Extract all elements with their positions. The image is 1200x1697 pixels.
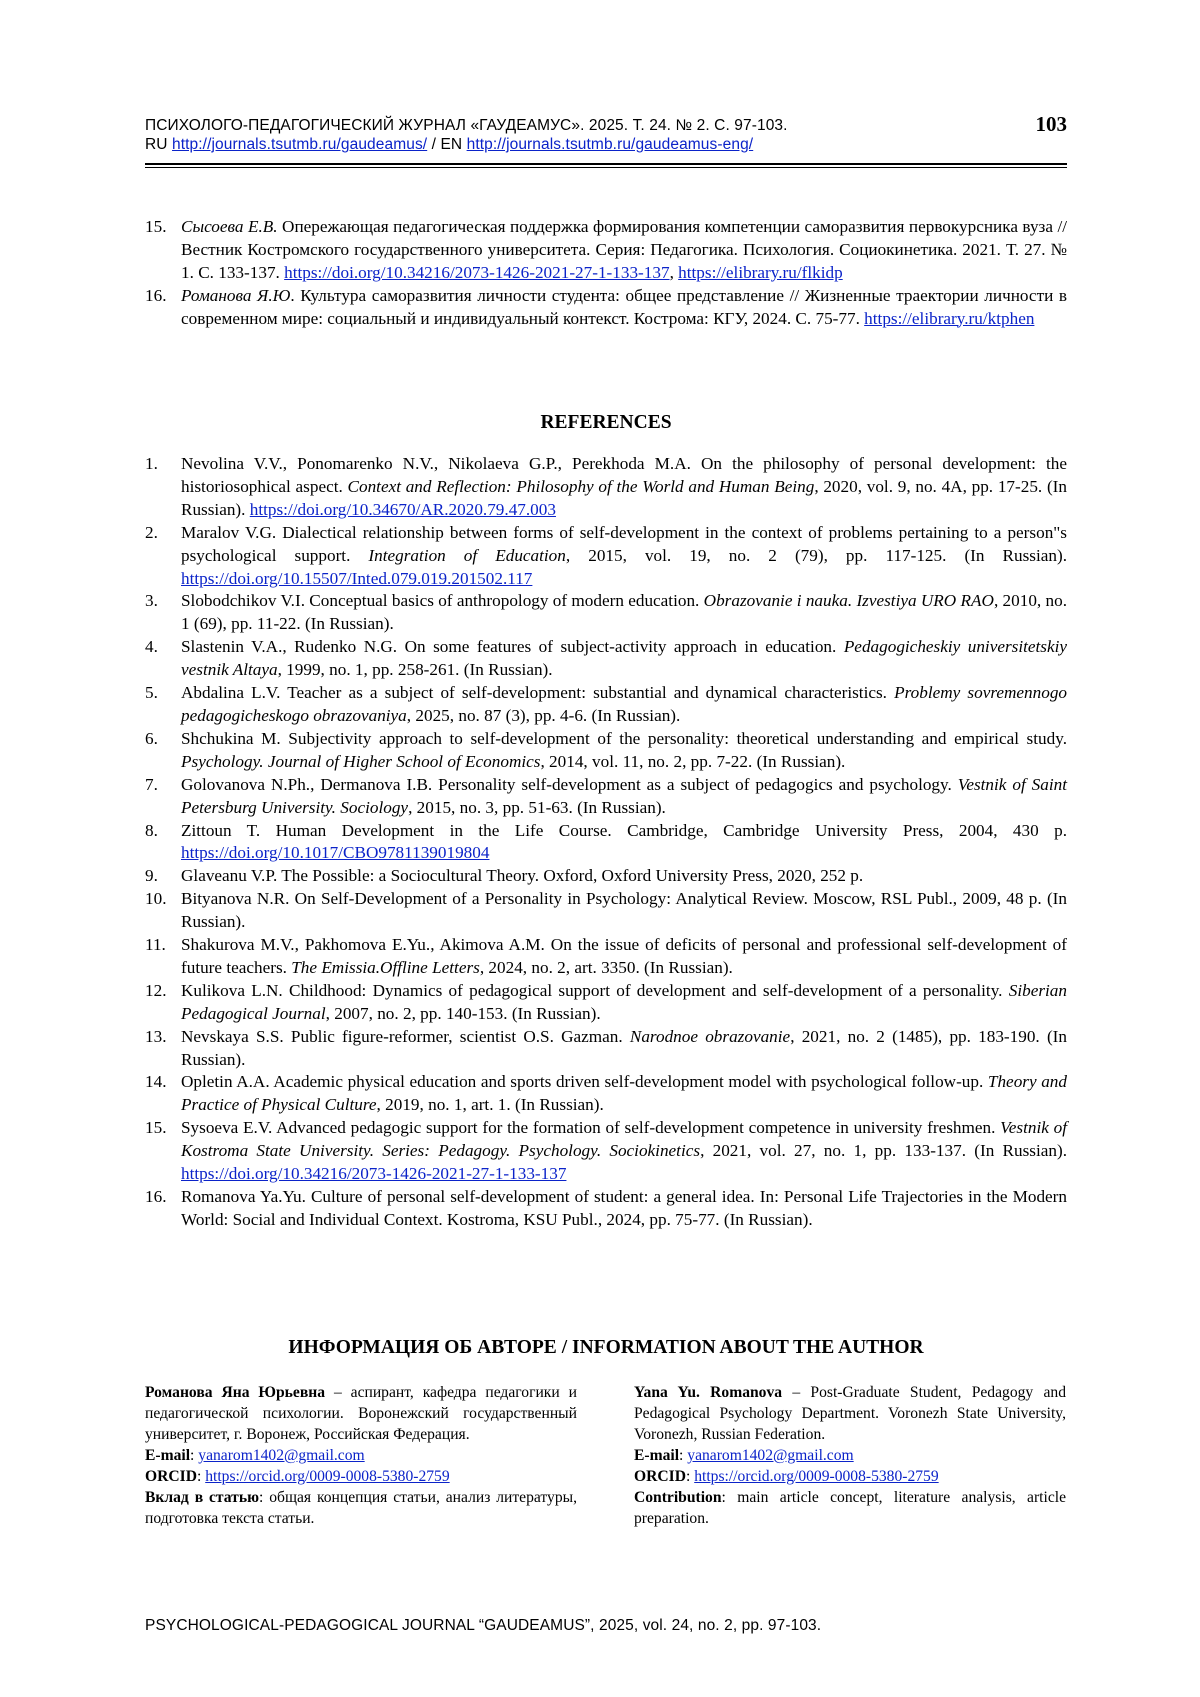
- reference-number: 9.: [145, 866, 158, 886]
- reference-text: Glaveanu V.P. The Possible: a Sociocultural Theory. Oxford, Oxford University Press, 2020, 252 p.: [181, 866, 864, 886]
- reference-text: Nevolina V.V., Ponomarenko N.V., Nikolaeva G.P., Perekhoda M.A. On the philosophy of personal development: the historiosophical aspect.: [181, 454, 1067, 496]
- reference-author: Сысоева Е.В.: [181, 217, 278, 236]
- header-rule: [145, 163, 1067, 165]
- reference-text: Abdalina L.V. Teacher as a subject of self-development: substantial and dynamical characteristics.: [181, 683, 887, 703]
- reference-number: 2.: [145, 522, 158, 542]
- reference-text: Kulikova L.N. Childhood: Dynamics of pedagogical support of development and self-development of a personality.: [181, 980, 1003, 1000]
- reference-source: Integration of Education: [368, 545, 566, 565]
- reference-number: 12.: [145, 980, 167, 1000]
- list-item: [145, 728, 1067, 774]
- reference-details: , 2014, vol. 11, no. 2, pp. 7-22. (In Russian).: [540, 751, 846, 771]
- reference-details: , 2007, no. 2, pp. 140-153. (In Russian).: [325, 1003, 601, 1023]
- email-label: E-mail: [145, 1447, 191, 1464]
- reference-text: Zittoun T. Human Development in the Life Course. Cambridge, Cambridge University Press, 2004, 430 p.: [181, 820, 1067, 840]
- list-item: [145, 1117, 1067, 1186]
- reference-source: Siberian Pedagogical Journal: [181, 980, 1067, 1023]
- russian-reference-list: [145, 216, 1067, 331]
- doi-link[interactable]: https://doi.org/10.34670/AR.2020.79.47.003: [249, 499, 556, 519]
- author-description: [145, 1382, 577, 1445]
- orcid-link[interactable]: https://orcid.org/0009-0008-5380-2759: [694, 1468, 939, 1485]
- reference-number: 13.: [145, 1026, 167, 1046]
- reference-text: . Культура саморазвития личности студента: общее представление // Жизненные траектории личности в современном мире: социальный и индивидуальный контекст. Кострома: КГУ, 2024. С. 75-77.: [181, 285, 1067, 328]
- reference-text: Slastenin V.A., Rudenko N.G. On some features of subject-activity approach in education.: [181, 637, 837, 657]
- reference-details: , 2025, no. 87 (3), pp. 4-6. (In Russian).: [406, 705, 681, 725]
- author-description: [634, 1382, 1066, 1445]
- doi-link[interactable]: https://doi.org/10.34216/2073-1426-2021-27-1-133-137: [181, 1164, 567, 1184]
- reference-source: Theory and Practice of Physical Culture: [181, 1072, 1067, 1115]
- journal-title-line: ПСИХОЛОГО-ПЕДАГОГИЧЕСКИЙ ЖУРНАЛ «ГАУДЕАМУС». 2025. Т. 24. № 2. С. 97-103.: [145, 117, 788, 134]
- contribution-text: : main article concept, literature analysis, article preparation.: [634, 1489, 1066, 1527]
- list-item: [145, 888, 1067, 934]
- reference-source: Problemy sovremennogo pedagogicheskogo obrazovaniya: [181, 683, 1068, 725]
- list-item: [145, 820, 1067, 866]
- contribution-text: : общая концепция статьи, анализ литературы, подготовка текста статьи.: [145, 1489, 577, 1527]
- reference-number: 16.: [145, 285, 167, 305]
- list-item: [145, 636, 1067, 682]
- author-info-russian: [145, 1382, 577, 1529]
- elibrary-link[interactable]: https://elibrary.ru/flkidp: [678, 262, 843, 282]
- author-orcid-line: ORCID: https://orcid.org/0009-0008-5380-2759: [634, 1468, 939, 1485]
- author-name: Yana Yu. Romanova: [634, 1384, 783, 1401]
- reference-details: , 2015, vol. 19, no. 2 (79), pp. 117-125. (In Russian).: [565, 545, 1067, 565]
- author-email-line: E-mail: yanarom1402@gmail.com: [145, 1447, 365, 1464]
- author-affiliation: – аспирант, кафедра педагогики и педагогической психологии. Воронежский государственный университет, г. Воронеж, Российская Федерация.: [145, 1384, 577, 1443]
- author-orcid-line: ORCID: https://orcid.org/0009-0008-5380-2759: [145, 1468, 450, 1485]
- doi-link[interactable]: https://doi.org/10.1017/CBO9781139019804: [181, 843, 490, 863]
- reference-number: 7.: [145, 774, 158, 794]
- reference-source: The Emissia.Offline Letters: [291, 957, 480, 977]
- header-rule-thin: [145, 167, 1067, 168]
- email-link[interactable]: yanarom1402@gmail.com: [198, 1447, 365, 1464]
- reference-source: Obrazovanie i nauka. Izvestiya URO RAO: [703, 591, 994, 611]
- list-item: [145, 865, 1067, 888]
- reference-number: 15.: [145, 1118, 167, 1138]
- list-item: [145, 1071, 1067, 1117]
- reference-text: Slobodchikov V.I. Conceptual basics of anthropology of modern education.: [181, 591, 700, 611]
- reference-details: , 2010, no. 1 (69), pp. 11-22. (In Russian).: [181, 591, 1068, 634]
- reference-number: 11.: [145, 935, 166, 955]
- orcid-label: ORCID: [634, 1468, 686, 1485]
- reference-text: Опережающая педагогическая поддержка формирования компетенции саморазвития первокурсника вуза // Вестник Костромского государственного университета. Серия: Педагогика. Психология. Социокинетика. 2021. Т. 27. № 1. С. 133-137.: [181, 217, 1067, 282]
- reference-author: Романова Я.Ю: [181, 285, 291, 305]
- author-name: Романова Яна Юрьевна: [145, 1384, 326, 1401]
- reference-number: 16.: [145, 1187, 167, 1206]
- reference-number: 8.: [145, 820, 158, 840]
- list-item: [145, 522, 1067, 591]
- reference-number: 1.: [145, 454, 158, 473]
- journal-urls-line: [145, 135, 1067, 154]
- list-item: [145, 453, 1067, 522]
- reference-text: Nevskaya S.S. Public figure-reformer, scientist O.S. Gazman.: [181, 1026, 623, 1046]
- en-journal-link[interactable]: http://journals.tsutmb.ru/gaudeamus-eng/: [466, 136, 754, 153]
- reference-number: 5.: [145, 683, 158, 703]
- list-item: [145, 774, 1067, 820]
- reference-number: 4.: [145, 637, 158, 657]
- orcid-label: ORCID: [145, 1468, 197, 1485]
- reference-number: 3.: [145, 591, 158, 611]
- doi-link[interactable]: https://doi.org/10.15507/Inted.079.019.201502.117: [181, 568, 533, 588]
- author-info-heading: ИНФОРМАЦИЯ ОБ АВТОРЕ / INFORMATION ABOUT THE AUTHOR: [288, 1337, 924, 1358]
- reference-details: , 1999, no. 1, pp. 258-261. (In Russian).: [277, 660, 553, 680]
- reference-number: 14.: [145, 1072, 167, 1092]
- author-affiliation: – Post-Graduate Student, Pedagogy and Pedagogical Psychology Department. Voronezh State University, Voronezh, Russian Federation.: [634, 1384, 1067, 1443]
- reference-source: Psychology. Journal of Higher School of Economics: [181, 751, 541, 771]
- reference-text: Maralov V.G. Dialectical relationship between forms of self-development in the context of problems pertaining to a person"s psychological support.: [181, 522, 1067, 565]
- author-info-english: [634, 1382, 1066, 1529]
- list-item: [145, 1186, 1067, 1232]
- reference-source: Narodnoe obrazovanie: [629, 1026, 791, 1046]
- email-label: E-mail: [634, 1447, 680, 1464]
- email-link[interactable]: yanarom1402@gmail.com: [687, 1447, 854, 1464]
- reference-number: 6.: [145, 728, 158, 748]
- author-email-line: E-mail: yanarom1402@gmail.com: [634, 1447, 854, 1464]
- reference-source: Pedagogicheskiy universitetskiy vestnik Altaya: [181, 637, 1068, 680]
- ru-label: RU: [145, 136, 168, 153]
- doi-link[interactable]: https://doi.org/10.34216/2073-1426-2021-27-1-133-137: [284, 262, 670, 282]
- reference-text: Opletin A.A. Academic physical education and sports driven self-development model with psychological follow-up.: [181, 1072, 984, 1092]
- list-item: [145, 980, 1067, 1026]
- reference-number: 10.: [145, 889, 167, 909]
- contribution-label: Вклад в статью: [145, 1489, 260, 1506]
- elibrary-link[interactable]: https://elibrary.ru/ktphen: [864, 308, 1035, 328]
- reference-details: , 2020, vol. 9, no. 4A, pp. 17-25. (In Russian).: [181, 476, 1067, 519]
- reference-text: Shakurova M.V., Pakhomova E.Yu., Akimova A.M. On the issue of deficits of personal and professional self-development of future teachers.: [181, 935, 1067, 977]
- reference-source: Vestnik of Kostroma State University. Series: Pedagogy. Psychology. Sociokinetics: [181, 1118, 1067, 1161]
- reference-text: Bityanova N.R. On Self-Development of a Personality in Psychology: Analytical Review. Moscow, RSL Publ., 2009, 48 p. (In Russian).: [181, 889, 1067, 932]
- reference-text: Romanova Ya.Yu. Culture of personal self-development of student: a general idea. In: Personal Life Trajectories in the Modern World: Social and Individual Context. Kostroma, KSU Publ., 2024, pp. 75-77. (In Russian).: [181, 1187, 1067, 1229]
- list-item: [145, 285, 1067, 331]
- list-item: [145, 1026, 1067, 1072]
- author-contribution: [634, 1487, 1066, 1529]
- author-contribution: [145, 1487, 577, 1529]
- reference-details: , 2019, no. 1, art. 1. (In Russian).: [376, 1095, 604, 1115]
- page-header: [145, 112, 1067, 154]
- reference-number: 15.: [145, 217, 167, 236]
- page-number: 103: [1035, 112, 1067, 136]
- references-heading: REFERENCES: [540, 412, 672, 433]
- list-item: [145, 682, 1067, 728]
- reference-text: Sysoeva E.V. Advanced pedagogic support for the formation of self-development competence in university freshmen.: [181, 1118, 996, 1138]
- list-item: [145, 934, 1067, 980]
- reference-text: Golovanova N.Ph., Dermanova I.B. Personality self-development as a subject of pedagogics and psychology.: [181, 774, 952, 794]
- reference-source: Context and Reflection: Philosophy of the World and Human Being: [347, 476, 815, 496]
- reference-source: Vestnik of Saint Petersburg University. Sociology: [181, 774, 1068, 817]
- reference-text: Shchukina M. Subjectivity approach to self-development of the personality: theoretical understanding and empirical study.: [181, 728, 1067, 748]
- list-item: [145, 590, 1067, 636]
- reference-list: [145, 453, 1067, 1232]
- list-item: 15. Сысоева Е.В. Опережающая педагогическая поддержка формирования компетенции саморазвития первокурсника вуза // Вестник Костромского государственного университета. Серия: Педагогика. Психология. Социокинетика. 2021. Т. 27. № 1. С. 133-137. https://doi.org/10.34216/2073-1426-2021-27-1-133-137, https://elibrary.ru/flkidp: [145, 217, 1067, 282]
- reference-details: , 2024, no. 2, art. 3350. (In Russian).: [479, 957, 733, 977]
- orcid-link[interactable]: https://orcid.org/0009-0008-5380-2759: [205, 1468, 450, 1485]
- ru-journal-link[interactable]: http://journals.tsutmb.ru/gaudeamus/: [172, 136, 428, 153]
- contribution-label: Contribution: [634, 1489, 722, 1506]
- reference-details: , 2015, no. 3, pp. 51-63. (In Russian).: [408, 797, 666, 817]
- reference-details: , 2021, vol. 27, no. 1, pp. 133-137. (In Russian).: [700, 1141, 1067, 1161]
- reference-details: , 2021, no. 2 (1485), pp. 183-190. (In Russian).: [181, 1026, 1067, 1069]
- en-separator: / EN: [431, 136, 463, 153]
- page-footer: PSYCHOLOGICAL-PEDAGOGICAL JOURNAL “GAUDEAMUS”, 2025, vol. 24, no. 2, pp. 97-103.: [145, 1617, 822, 1634]
